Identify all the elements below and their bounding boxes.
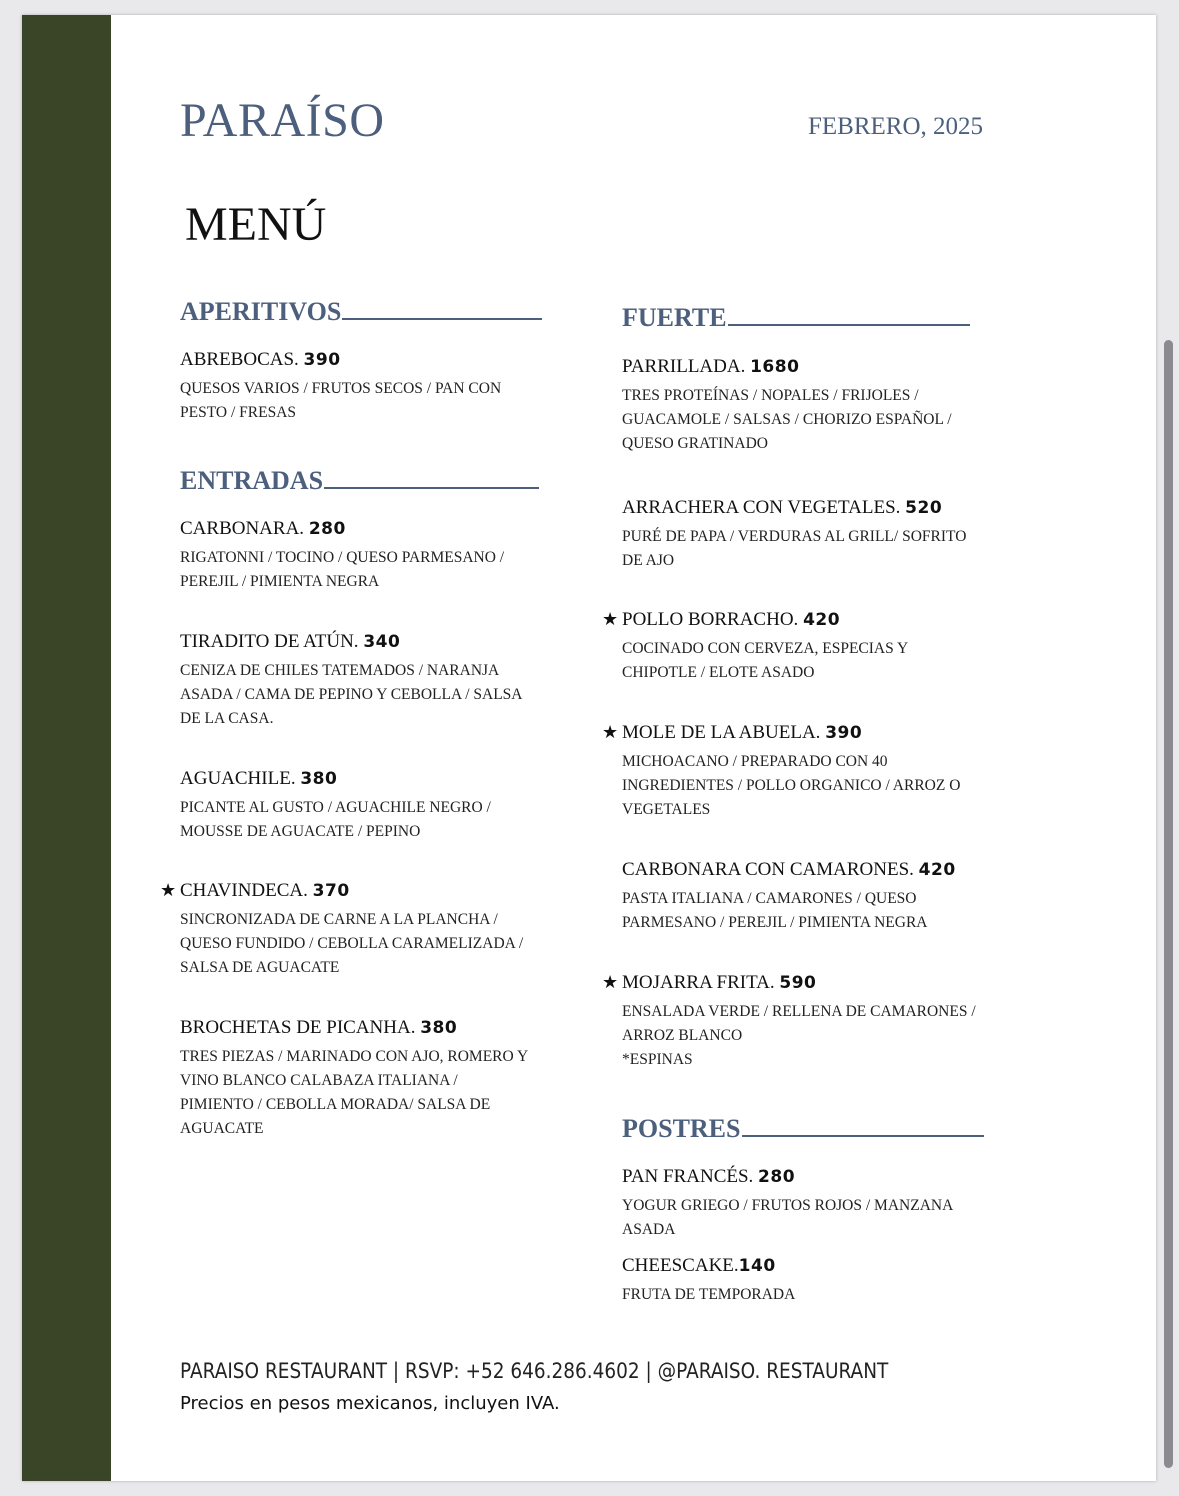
- item-price: 1680: [750, 357, 800, 377]
- star-icon: ★: [160, 880, 177, 901]
- item-title: ★ CHAVINDECA. 370: [160, 880, 350, 901]
- menu-item-tiradito-de-atun: [180, 631, 570, 731]
- star-icon: ★: [602, 972, 619, 993]
- item-price: 420: [803, 610, 841, 630]
- menu-item-parrillada: [622, 356, 1012, 456]
- item-title: TIRADITO DE ATÚN. 340: [180, 631, 401, 652]
- item-title: ★ POLLO BORRACHO. 420: [602, 609, 841, 630]
- item-price: 380: [300, 769, 338, 789]
- vertical-scrollbar[interactable]: [1164, 340, 1173, 1468]
- item-description: CENIZA DE CHILES TATEMADOS / NARANJA ASADA / CAMA DE PEPINO Y CEBOLLA / SALSA DE LA CASA.: [180, 662, 523, 727]
- menu-item-abrebocas: [180, 349, 570, 425]
- page-title: MENÚ: [185, 198, 327, 251]
- item-title: BROCHETAS DE PICANHA. 380: [180, 1017, 458, 1038]
- item-price: 340: [363, 632, 401, 652]
- item-price: 280: [758, 1167, 796, 1187]
- section-heading-postres: POSTRES: [622, 1114, 984, 1144]
- item-price: 590: [779, 973, 817, 993]
- menu-item-mojarra-frita: [602, 972, 1012, 1072]
- item-description: ENSALADA VERDE / RELLENA DE CAMARONES / ARROZ BLANCO *ESPINAS: [622, 1003, 976, 1068]
- item-price: 380: [420, 1018, 458, 1038]
- item-description: PASTA ITALIANA / CAMARONES / QUESO PARMESANO / PEREJIL / PIMIENTA NEGRA: [622, 890, 928, 931]
- item-description: COCINADO CON CERVEZA, ESPECIAS Y CHIPOTLE / ELOTE ASADO: [622, 640, 909, 681]
- menu-item-aguachile: [180, 768, 570, 844]
- menu-item-carbonara-con-camarones: [622, 859, 1012, 935]
- item-description: PICANTE AL GUSTO / AGUACHILE NEGRO / MOUSSE DE AGUACATE / PEPINO: [180, 799, 491, 840]
- menu-page: [22, 15, 1156, 1481]
- item-description: PURÉ DE PAPA / VERDURAS AL GRILL/ SOFRITO DE AJO: [622, 528, 967, 569]
- item-title: CHEESCAKE.140: [622, 1255, 776, 1276]
- item-title: ★ MOJARRA FRITA. 590: [602, 972, 817, 993]
- item-description: TRES PROTEÍNAS / NOPALES / FRIJOLES / GUACAMOLE / SALSAS / CHORIZO ESPAÑOL / QUESO GRATINADO: [622, 387, 952, 452]
- menu-item-carbonara: [180, 518, 570, 594]
- footer-contact: PARAISO RESTAURANT | RSVP: +52 646.286.4602 | @PARAISO. RESTAURANT: [180, 1359, 889, 1383]
- menu-item-chavindeca: [160, 880, 570, 980]
- section-heading-entradas: ENTRADAS: [180, 466, 539, 496]
- item-title: PAN FRANCÉS. 280: [622, 1166, 796, 1187]
- item-title: CARBONARA CON CAMARONES. 420: [622, 859, 956, 880]
- item-title: ARRACHERA CON VEGETALES. 520: [622, 497, 943, 518]
- menu-item-pollo-borracho: [602, 609, 1012, 685]
- item-price: 370: [312, 881, 350, 901]
- item-description: RIGATONNI / TOCINO / QUESO PARMESANO / PEREJIL / PIMIENTA NEGRA: [180, 549, 505, 590]
- item-description: MICHOACANO / PREPARADO CON 40 INGREDIENTES / POLLO ORGANICO / ARROZ O VEGETALES: [622, 753, 961, 818]
- item-price: 420: [918, 860, 956, 880]
- item-title: ABREBOCAS. 390: [180, 349, 341, 370]
- item-description: SINCRONIZADA DE CARNE A LA PLANCHA / QUESO FUNDIDO / CEBOLLA CARAMELIZADA / SALSA DE AGUACATE: [180, 911, 524, 976]
- item-price: 390: [303, 350, 341, 370]
- star-icon: ★: [602, 609, 619, 630]
- menu-item-mole-de-la-abuela: [602, 722, 1012, 822]
- menu-item-brochetas-de-picanha: [180, 1017, 570, 1141]
- item-price: 140: [738, 1256, 776, 1276]
- item-description: QUESOS VARIOS / FRUTOS SECOS / PAN CON PESTO / FRESAS: [180, 380, 502, 421]
- menu-item-pan-frances: [622, 1166, 1012, 1242]
- section-heading-aperitivos: APERITIVOS: [180, 297, 542, 327]
- item-description: YOGUR GRIEGO / FRUTOS ROJOS / MANZANA ASADA: [622, 1197, 954, 1238]
- section-heading-fuerte: FUERTE: [622, 303, 970, 333]
- item-price: 280: [308, 519, 346, 539]
- item-price: 520: [905, 498, 943, 518]
- item-title: PARRILLADA. 1680: [622, 356, 800, 377]
- footer-note: Precios en pesos mexicanos, incluyen IVA.: [180, 1393, 560, 1414]
- menu-item-cheescake: [622, 1255, 1012, 1307]
- item-title: ★ MOLE DE LA ABUELA. 390: [602, 722, 863, 743]
- item-title: AGUACHILE. 380: [180, 768, 338, 789]
- restaurant-name: PARAÍSO: [180, 94, 385, 147]
- item-description: FRUTA DE TEMPORADA: [622, 1286, 796, 1303]
- item-price: 390: [825, 723, 863, 743]
- decorative-sidebar-band: [22, 15, 111, 1481]
- item-title: CARBONARA. 280: [180, 518, 346, 539]
- menu-date: FEBRERO, 2025: [808, 113, 984, 140]
- item-description: TRES PIEZAS / MARINADO CON AJO, ROMERO Y VINO BLANCO CALABAZA ITALIANA / PIMIENTO / CEBOLLA MORADA/ SALSA DE AGUACATE: [180, 1048, 529, 1137]
- menu-item-arrachera-con-vegetales: [622, 497, 1012, 573]
- star-icon: ★: [602, 722, 619, 743]
